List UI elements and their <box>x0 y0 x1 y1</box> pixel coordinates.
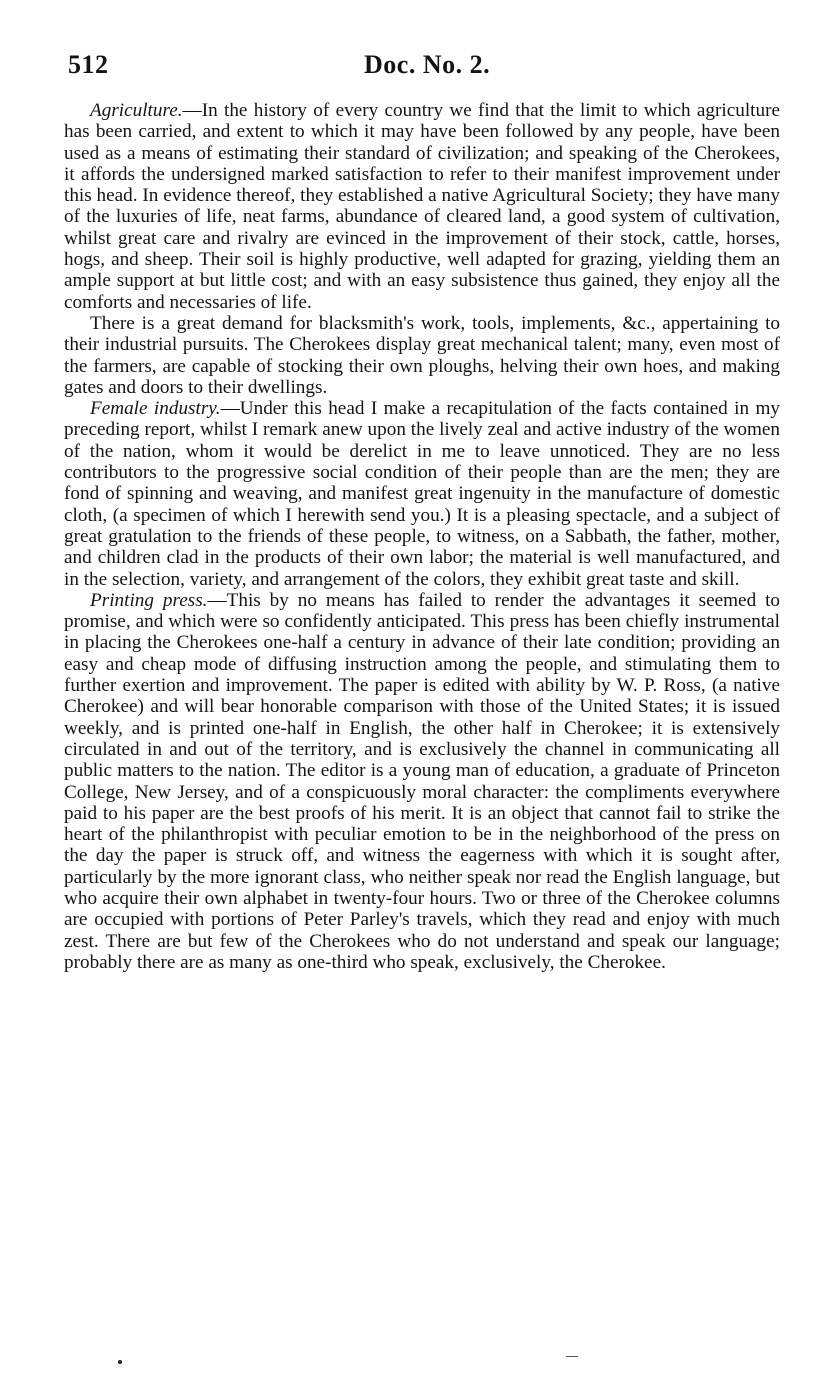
document-reference: Doc. No. 2. <box>364 50 491 79</box>
page-header <box>68 50 788 84</box>
paragraph-blacksmith <box>64 313 780 398</box>
paragraph-agriculture <box>64 100 780 313</box>
body-text <box>64 100 780 973</box>
paragraph-text: —This by no means has failed to render the advantages it seemed to promise, and which were so confidently anticipated. This press has been chiefly instrumental in placing the Cherokees one-half a century in advance of their late condition; providing an easy and cheap mode of diffusing instruction among the people, and stimulating them to further exertion and improvement. The paper is edited with ability by W. P. Ross, (a native Cherokee) and will bear honorable comparison with those of the United States; it is issued weekly, and is printed one-half in English, the other half in Cherokee; it is extensively circulated in and out of the territory, and is exclusively the channel in communicating all public matters to the nation. The editor is a young man of education, a graduate of Princeton College, New Jersey, and of a conspicuously moral character: the compliments everywhere paid to his paper are the best proofs of his merit. It is an object that cannot fail to strike the heart of the philanthropist with peculiar emotion to be in the neighborhood of the press on the day the paper is struck off, and witness the eagerness with which it is sought after, particularly by the more ignorant class, who neither speak nor read the English language, but who acquire their own alphabet in twenty-four hours. Two or three of the Cherokee columns are occupied with portions of Peter Parley's travels, which they read and enjoy with much zest. There are but few of the Cherokees who do not understand and speak our language; probably there are as many as one-third who speak, exclusively, the Cherokee. <box>64 589 781 973</box>
paragraph-text: There is a great demand for blacksmith's work, tools, implements, &c., appertaining to their industrial pursuits. The Cherokees display great mechanical talent; many, even most of the farmers, are capable of stocking their own ploughs, helving their own hoes, and making gates and doors to their dwellings. <box>64 312 780 398</box>
paragraph-female-industry <box>64 398 780 590</box>
section-heading-printing-press: Printing press. <box>90 589 208 611</box>
section-heading-female-industry: Female industry. <box>90 398 221 420</box>
paragraph-text: —Under this head I make a recapitulation of the facts contained in my preceding report, whilst I remark anew upon the lively zeal and active industry of the women of the nation, whom it would be derelict in me to leave unnoticed. They are no less contributors to the progressive social condition of their people than are the men; they are fond of spinning and weaving, and manifest great ingenuity in the manufacture of domestic cloth, (a specimen of which I herewith send you.) It is a pleasing spectacle, and a subject of great gratulation to the friends of these people, to witness, on a Sabbath, the father, mother, and children clad in the products of their own labor; the material is well manufactured, and in the selection, variety, and arrangement of the colors, they exhibit great taste and skill. <box>64 398 780 590</box>
print-mark <box>566 1356 578 1357</box>
paragraph-printing-press <box>64 590 780 973</box>
section-heading-agriculture: Agriculture. <box>90 100 183 121</box>
print-speck <box>118 1360 122 1364</box>
paragraph-text: —In the history of every country we find that the limit to which agriculture has been carried, and extent to which it may have been followed by any people, have been used as a means of estimating their standard of civilization; and speaking of the Cherokees, it affords the undersigned marked satisfaction to refer to their manifest improvement under this head. In evidence thereof, they established a native Agricultural Society; they have many of the luxuries of life, neat farms, abundance of cleared land, a good system of cultivation, whilst great care and rivalry are evinced in the improvement of their stock, cattle, horses, hogs, and sheep. Their soil is highly productive, well adapted for grazing, yielding them an ample support at but little cost; and with an easy subsistence thus gained, they enjoy all the comforts and necessaries of life. <box>64 100 780 313</box>
page-number: 512 <box>68 50 109 79</box>
